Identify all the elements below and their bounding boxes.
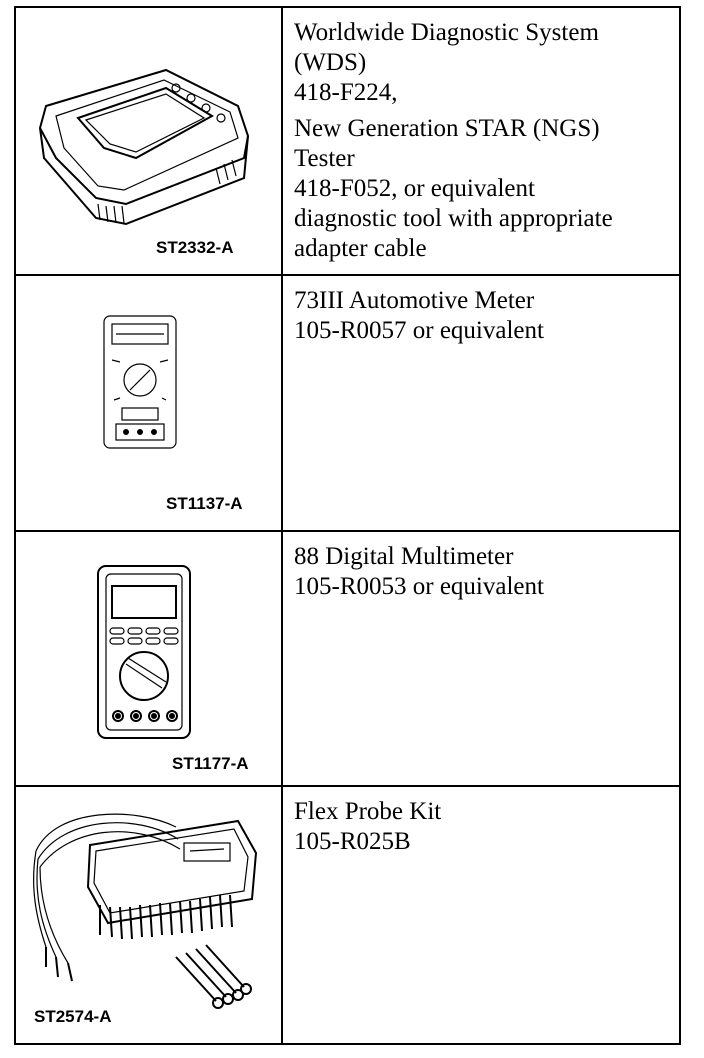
digital-multimeter-icon [16,532,281,787]
tool-image-cell [15,786,282,1044]
tool-description-cell [282,531,680,786]
table-row [15,275,680,531]
tool-description-cell [282,7,680,275]
special-tools-table [14,6,681,1045]
table-row [15,531,680,786]
description-line: New Generation STAR (NGS) [294,115,600,142]
table-row [15,786,680,1044]
description-line: 418-F224, [294,79,398,106]
description-line: 105-R025B [294,828,411,855]
tool-description-cell [282,275,680,531]
table-row [15,7,680,275]
description-line: 88 Digital Multimeter [294,543,514,570]
figure-code: ST2332-A [156,238,234,257]
figure-code: ST2574-A [34,1007,112,1026]
description-line: Worldwide Diagnostic System [294,19,599,46]
tool-image-cell [15,7,282,275]
tool-description-cell [282,786,680,1044]
description-line: Tester [294,145,355,172]
description-line: (WDS) [294,49,367,76]
figure-code: ST1177-A [172,754,249,773]
description-line: 105-R0057 or equivalent [294,317,544,344]
description-line: diagnostic tool with appropriate [294,205,613,232]
tool-image-cell [15,275,282,531]
description-line: 418-F052, or equivalent [294,175,535,202]
description-line: adapter cable [294,235,427,262]
diagnostic-tablet-icon [16,8,281,276]
description-line: Flex Probe Kit [294,798,442,825]
description-line: 73III Automotive Meter [294,287,535,314]
tool-image-cell [15,531,282,786]
description-line: 105-R0053 or equivalent [294,573,544,600]
figure-code: ST1137-A [166,494,243,513]
